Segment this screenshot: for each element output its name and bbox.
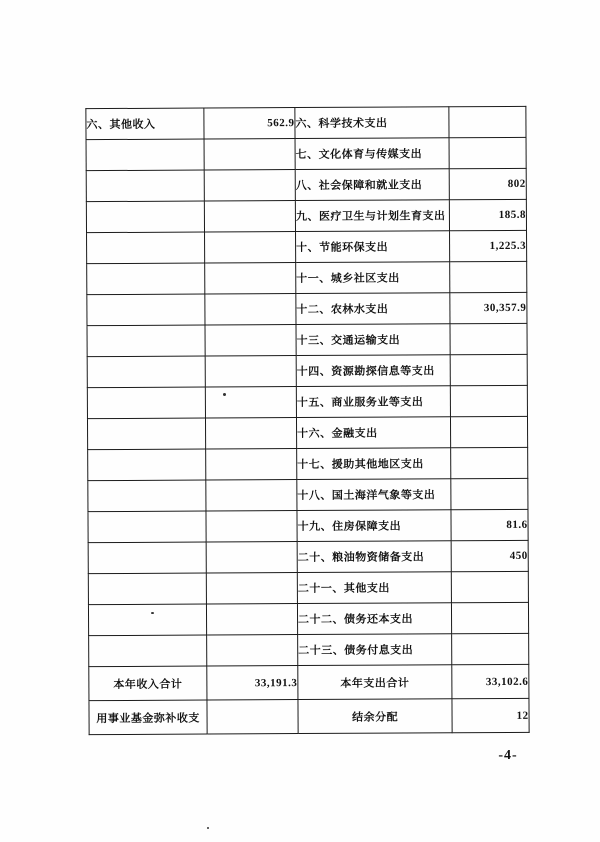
- expense-amount-cell: [452, 633, 529, 664]
- income-item-cell: [88, 449, 206, 481]
- table-row: [87, 323, 527, 356]
- scan-speck: [223, 393, 226, 396]
- table-row: [86, 168, 526, 201]
- income-amount-cell: [206, 542, 297, 573]
- expense-amount-cell: 12: [452, 698, 529, 732]
- scan-speck: [207, 827, 209, 829]
- income-item-cell: [89, 635, 207, 667]
- income-item-cell: [88, 542, 206, 574]
- table-row: [87, 385, 527, 418]
- expense-item-cell: 六、科学技术支出: [295, 107, 449, 139]
- income-amount-cell: 33,191.3: [207, 666, 298, 700]
- expense-amount-cell: 33,102.6: [452, 664, 529, 698]
- table-row: [88, 509, 528, 542]
- income-expense-table: [85, 106, 529, 735]
- table-row: [88, 478, 528, 511]
- income-item-cell: [87, 418, 205, 450]
- expense-item-cell: 八、社会保障和就业支出: [295, 169, 449, 201]
- table-row: [88, 571, 528, 604]
- income-amount-cell: [207, 700, 298, 734]
- income-amount-cell: [206, 449, 297, 480]
- expense-amount-cell: [451, 571, 528, 602]
- expense-amount-cell: [450, 323, 527, 354]
- income-amount-cell: [206, 480, 297, 511]
- expense-item-cell: 十六、金融支出: [296, 417, 450, 449]
- income-amount-cell: [205, 232, 296, 263]
- income-item-cell: [88, 511, 206, 543]
- expense-item-cell: 十七、援助其他地区支出: [297, 448, 451, 480]
- expense-item-cell: 结余分配: [298, 699, 452, 734]
- table-row: [87, 230, 527, 263]
- expense-item-cell: 十、节能环保支出: [296, 231, 450, 263]
- table-body: [86, 106, 529, 734]
- income-item-cell: 本年收入合计: [89, 666, 207, 701]
- expense-item-cell: 二十二、债务还本支出: [297, 603, 451, 635]
- table-row: [87, 292, 527, 325]
- expense-amount-cell: [450, 261, 527, 292]
- expense-amount-cell: [450, 354, 527, 385]
- income-item-cell: [88, 604, 206, 636]
- table-row: [86, 137, 526, 170]
- table-row: [88, 447, 528, 480]
- expense-item-cell: 十八、国土海洋气象等支出: [297, 479, 451, 511]
- expense-item-cell: 九、医疗卫生与计划生育支出: [295, 200, 449, 232]
- expense-item-cell: 本年支出合计: [298, 665, 452, 700]
- income-item-cell: [86, 170, 204, 202]
- income-item-cell: [87, 232, 205, 264]
- table-row: [86, 106, 526, 139]
- expense-item-cell: 十九、住房保障支出: [297, 510, 451, 542]
- expense-amount-cell: 185.8: [449, 199, 526, 230]
- income-amount-cell: [205, 294, 296, 325]
- income-amount-cell: [205, 325, 296, 356]
- income-item-cell: [88, 573, 206, 605]
- income-item-cell: [86, 139, 204, 171]
- expense-item-cell: 二十三、债务付息支出: [298, 634, 452, 666]
- table-row: [88, 540, 528, 573]
- expense-item-cell: 二十一、其他支出: [297, 572, 451, 604]
- expense-amount-cell: [451, 602, 528, 633]
- table-row: [86, 199, 526, 232]
- income-item-cell: [87, 263, 205, 295]
- expense-amount-cell: [451, 447, 528, 478]
- table-row: [89, 633, 529, 666]
- table-row: [89, 698, 529, 734]
- income-amount-cell: [206, 604, 297, 635]
- income-item-cell: [87, 294, 205, 326]
- income-amount-cell: [206, 573, 297, 604]
- income-item-cell: [87, 325, 205, 357]
- expense-amount-cell: [449, 137, 526, 168]
- income-item-cell: 六、其他收入: [86, 108, 204, 140]
- expense-item-cell: 十四、资源勘探信息等支出: [296, 355, 450, 387]
- income-amount-cell: [204, 170, 295, 201]
- expense-amount-cell: 81.6: [451, 509, 528, 540]
- table-row: [87, 354, 527, 387]
- expense-amount-cell: [450, 416, 527, 447]
- income-item-cell: [87, 356, 205, 388]
- page-number: -4-: [498, 748, 518, 763]
- expense-item-cell: 十二、农林水支出: [296, 293, 450, 325]
- expense-item-cell: 十一、城乡社区支出: [296, 262, 450, 294]
- income-item-cell: [87, 387, 205, 419]
- expense-amount-cell: 802: [449, 168, 526, 199]
- expense-item-cell: 七、文化体育与传媒支出: [295, 138, 449, 170]
- income-amount-cell: 562.9: [204, 108, 295, 139]
- expense-amount-cell: [449, 106, 526, 137]
- income-item-cell: [88, 480, 206, 512]
- expense-item-cell: 二十、粮油物资储备支出: [297, 541, 451, 573]
- expense-item-cell: 十五、商业服务业等支出: [296, 386, 450, 418]
- expense-amount-cell: [450, 385, 527, 416]
- income-amount-cell: [205, 356, 296, 387]
- income-amount-cell: [204, 139, 295, 170]
- expense-amount-cell: 30,357.9: [450, 292, 527, 323]
- income-amount-cell: [205, 418, 296, 449]
- table-row: [87, 261, 527, 294]
- expense-amount-cell: 1,225.3: [450, 230, 527, 261]
- expense-amount-cell: 450: [451, 540, 528, 571]
- income-item-cell: 用事业基金弥补收支: [89, 700, 207, 735]
- income-item-cell: [86, 201, 204, 233]
- expense-item-cell: 十三、交通运输支出: [296, 324, 450, 356]
- income-amount-cell: [206, 511, 297, 542]
- expense-amount-cell: [451, 478, 528, 509]
- income-amount-cell: [207, 635, 298, 666]
- income-amount-cell: [205, 263, 296, 294]
- table-row: [88, 602, 528, 635]
- table-row: [87, 416, 527, 449]
- scan-speck: [151, 612, 154, 614]
- table-row: [89, 664, 529, 700]
- income-amount-cell: [204, 201, 295, 232]
- income-amount-cell: [205, 387, 296, 418]
